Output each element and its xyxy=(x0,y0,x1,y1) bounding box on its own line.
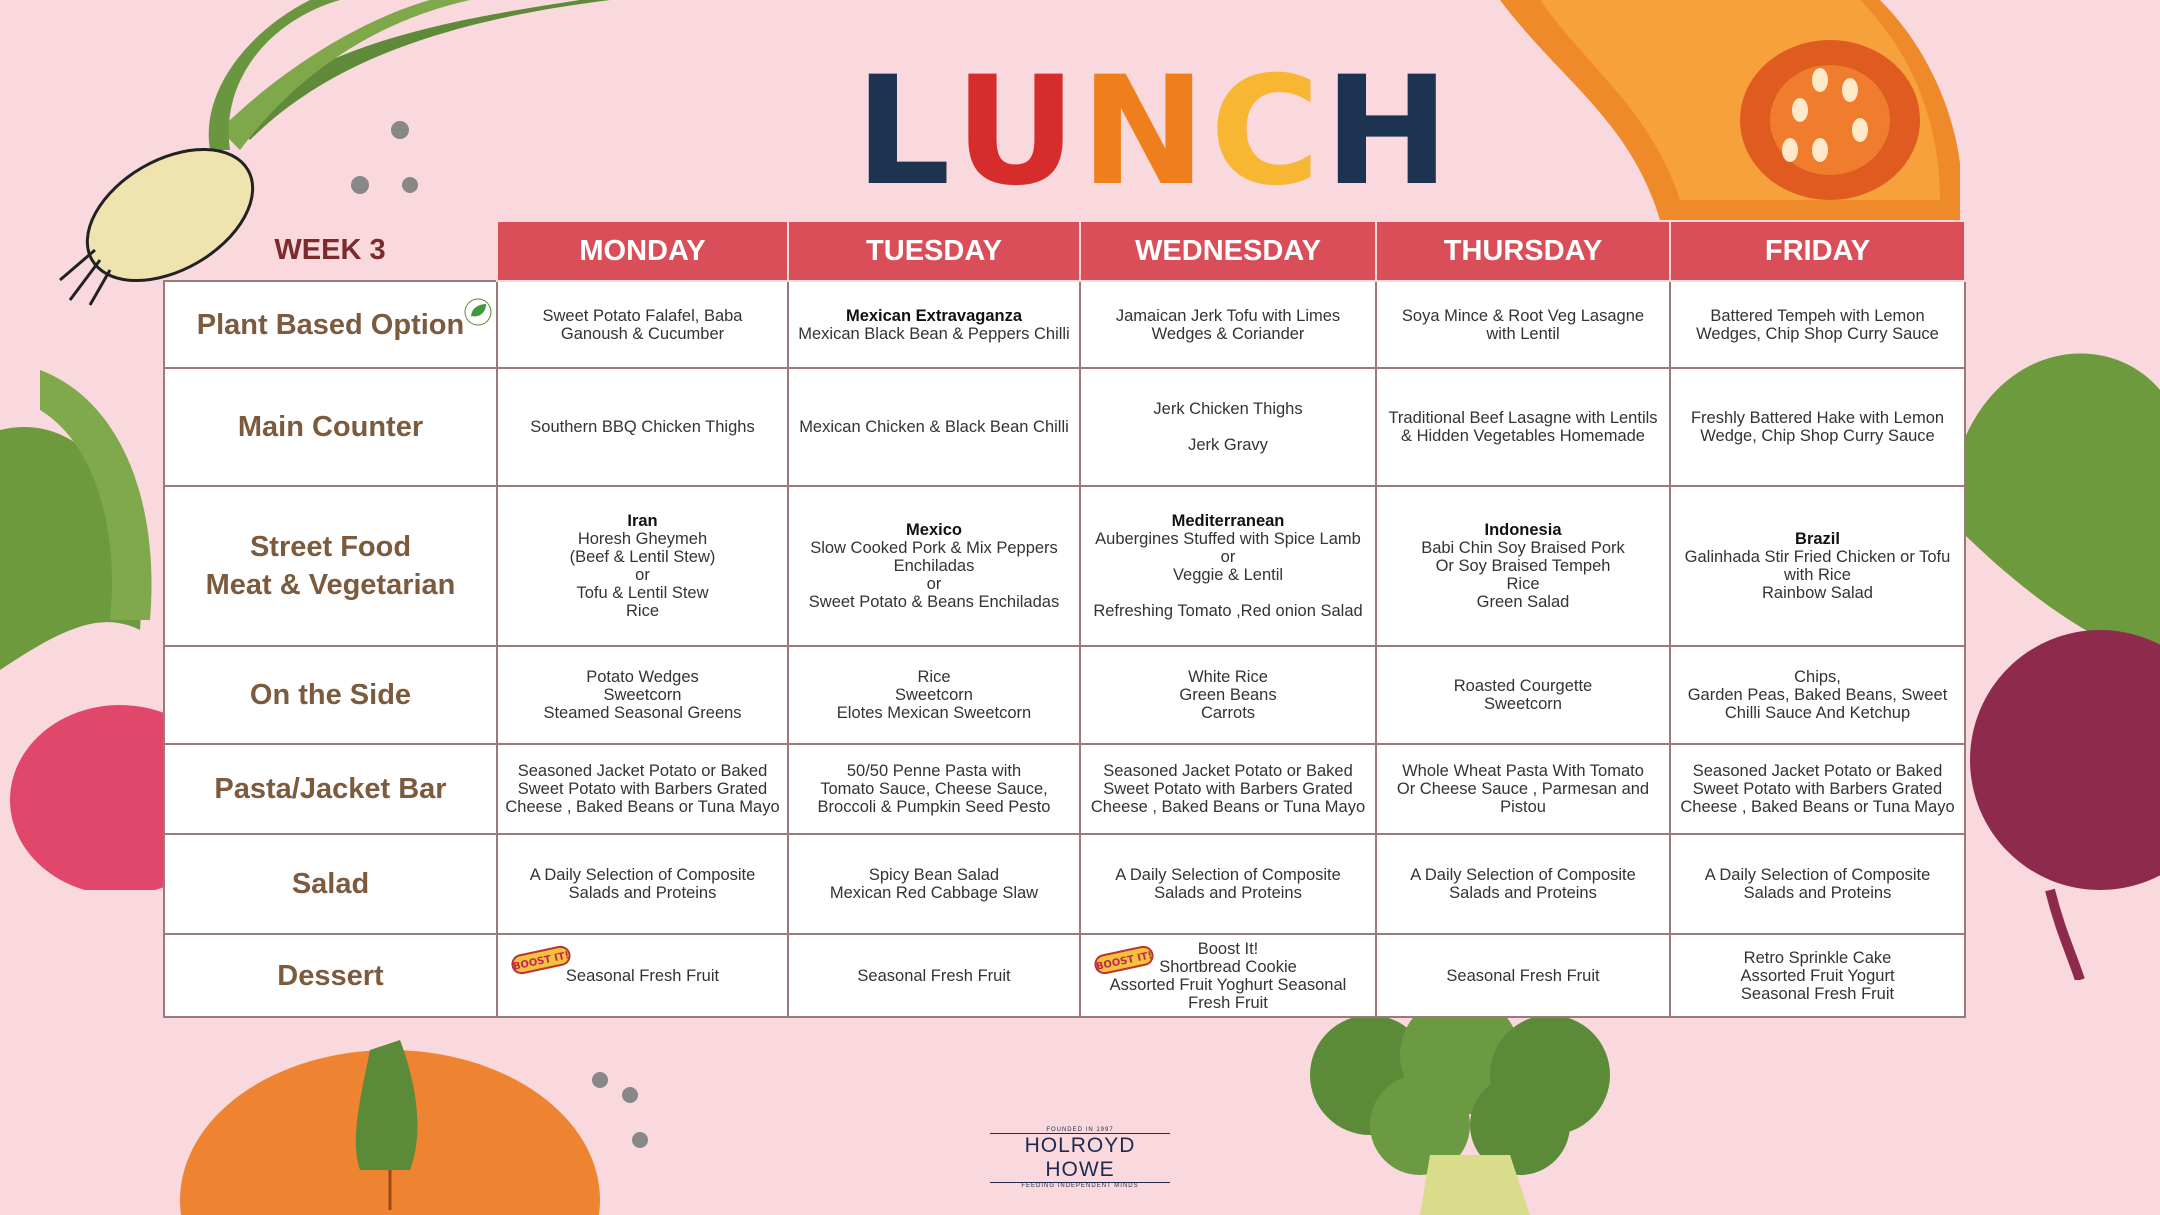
beetroot-illustration xyxy=(1960,330,2160,980)
holroyd-howe-logo xyxy=(990,1127,1170,1189)
menu-cell xyxy=(497,368,788,486)
title-letter: L xyxy=(855,45,955,219)
cell-body: Jerk Chicken Thighs Jerk Gravy xyxy=(1153,400,1303,454)
week-label: WEEK 3 xyxy=(274,234,386,266)
title-letter: N xyxy=(1080,45,1210,219)
menu-cell xyxy=(1080,486,1376,646)
menu-cell xyxy=(1670,281,1965,368)
menu-cell xyxy=(788,486,1080,646)
menu-cell xyxy=(1080,646,1376,744)
menu-cell xyxy=(497,281,788,368)
cell-body: A Daily Selection of Composite Salads and Proteins xyxy=(1115,866,1341,902)
boost-it-badge-icon xyxy=(510,945,572,975)
cell-body: Horesh Gheymeh (Beef & Lentil Stew) or Tofu & Lentil Stew Rice xyxy=(569,530,716,620)
day-header-friday: FRIDAY xyxy=(1670,221,1965,281)
logo-brand: HOLROYD HOWE xyxy=(990,1133,1170,1183)
menu-cell xyxy=(788,834,1080,934)
menu-cell xyxy=(788,744,1080,834)
svg-text:BOOST IT!: BOOST IT! xyxy=(1095,950,1154,973)
header-row xyxy=(164,221,1965,281)
menu-cell xyxy=(1376,646,1670,744)
menu-cell xyxy=(497,834,788,934)
cell-body: Seasonal Fresh Fruit xyxy=(857,966,1011,985)
row-label: Street Food Meat & Vegetarian xyxy=(164,486,497,646)
cell-body: Seasonal Fresh Fruit xyxy=(1446,966,1600,985)
menu-cell xyxy=(1080,934,1376,1017)
lunch-menu-table xyxy=(163,220,1966,1018)
menu-cell xyxy=(1670,744,1965,834)
row-label: Salad xyxy=(164,834,497,934)
cell-body: Mexican Black Bean & Peppers Chilli xyxy=(798,324,1070,343)
title-letter: C xyxy=(1209,45,1325,219)
cell-body: Galinhada Stir Fried Chicken or Tofu with Rice Rainbow Salad xyxy=(1684,548,1951,602)
svg-text:BOOST IT!: BOOST IT! xyxy=(512,950,571,973)
menu-cell xyxy=(1670,486,1965,646)
menu-cell xyxy=(1670,934,1965,1017)
menu-row-plant-based-option xyxy=(164,281,1965,368)
broccoli-illustration xyxy=(1290,1015,1670,1215)
plant-based-leaf-icon xyxy=(464,298,492,326)
cell-body: Retro Sprinkle Cake Assorted Fruit Yogurt Seasonal Fresh Fruit xyxy=(1740,948,1895,1003)
cell-title: Mexico xyxy=(906,521,962,539)
cell-title: Indonesia xyxy=(1484,521,1562,539)
menu-row-pasta-jacket-bar xyxy=(164,744,1965,834)
cell-body: White Rice Green Beans Carrots xyxy=(1179,668,1277,722)
cell-body: Roasted Courgette Sweetcorn xyxy=(1453,677,1593,713)
menu-cell xyxy=(1670,646,1965,744)
cell-title: Brazil xyxy=(1795,530,1840,548)
cell-body: Southern BBQ Chicken Thighs xyxy=(530,418,755,436)
day-header-tuesday: TUESDAY xyxy=(788,221,1080,281)
cell-body: Aubergines Stuffed with Spice Lamb or Veggie & Lentil Refreshing Tomato ,Red onion Salad xyxy=(1093,530,1363,620)
day-header-wednesday: WEDNESDAY xyxy=(1080,221,1376,281)
menu-row-dessert xyxy=(164,934,1965,1017)
cell-body: Spicy Bean Salad Mexican Red Cabbage Slaw xyxy=(829,866,1039,902)
day-header-thursday: THURSDAY xyxy=(1376,221,1670,281)
menu-cell xyxy=(1376,281,1670,368)
squash-illustration xyxy=(1500,0,1960,220)
menu-cell xyxy=(788,281,1080,368)
boost-it-badge-icon xyxy=(1093,945,1155,975)
menu-cell xyxy=(1670,834,1965,934)
cell-body: Chips, Garden Peas, Baked Beans, Sweet Chilli Sauce And Ketchup xyxy=(1687,668,1948,722)
cell-body: Battered Tempeh with Lemon Wedges, Chip Shop Curry Sauce xyxy=(1696,306,1939,343)
menu-cell xyxy=(497,646,788,744)
menu-cell xyxy=(1376,486,1670,646)
cell-body: Seasoned Jacket Potato or Baked Sweet Potato with Barbers Grated Cheese , Baked Beans or Tuna Mayo xyxy=(1090,762,1366,816)
cell-body: A Daily Selection of Composite Salads and Proteins xyxy=(1410,866,1636,902)
cell-body: Seasoned Jacket Potato or Baked Sweet Potato with Barbers Grated Cheese , Baked Beans or Tuna Mayo xyxy=(505,762,780,816)
cell-body: Soya Mince & Root Veg Lasagne with Lentil xyxy=(1401,306,1645,343)
row-label: Plant Based Option xyxy=(164,281,497,368)
cell-body: Traditional Beef Lasagne with Lentils & Hidden Vegetables Homemade xyxy=(1388,409,1658,445)
logo-founded: FOUNDED IN 1997 xyxy=(1046,1127,1114,1133)
menu-cell xyxy=(497,934,788,1017)
menu-row-salad xyxy=(164,834,1965,934)
menu-row-on-the-side xyxy=(164,646,1965,744)
pumpkin-illustration xyxy=(160,1020,660,1215)
cell-body: Freshly Battered Hake with Lemon Wedge, Chip Shop Curry Sauce xyxy=(1690,409,1945,445)
cell-body: 50/50 Penne Pasta with Tomato Sauce, Cheese Sauce, Broccoli & Pumpkin Seed Pesto xyxy=(817,762,1051,816)
cell-body: Jamaican Jerk Tofu with Limes Wedges & Coriander xyxy=(1115,306,1341,343)
menu-cell xyxy=(1080,744,1376,834)
row-label: Pasta/Jacket Bar xyxy=(164,744,497,834)
cell-body: Boost It! Shortbread Cookie Assorted Fruit Yoghurt Seasonal Fresh Fruit xyxy=(1109,939,1347,1012)
menu-cell xyxy=(1670,368,1965,486)
menu-cell xyxy=(497,744,788,834)
row-label: Dessert xyxy=(164,934,497,1017)
menu-cell xyxy=(1376,934,1670,1017)
menu-cell xyxy=(1080,281,1376,368)
menu-cell xyxy=(1376,368,1670,486)
cell-title: Mediterranean xyxy=(1171,512,1285,530)
cell-body: A Daily Selection of Composite Salads and Proteins xyxy=(529,866,756,902)
title-letter: H xyxy=(1324,45,1454,219)
cell-body: Slow Cooked Pork & Mix Peppers Enchiladas or Sweet Potato & Beans Enchiladas xyxy=(808,539,1060,611)
menu-cell xyxy=(1080,368,1376,486)
menu-cell xyxy=(497,486,788,646)
menu-cell xyxy=(788,368,1080,486)
cell-body: Rice Sweetcorn Elotes Mexican Sweetcorn xyxy=(836,668,1032,722)
row-label: On the Side xyxy=(164,646,497,744)
cell-body: Sweet Potato Falafel, Baba Ganoush & Cucumber xyxy=(542,306,743,343)
menu-cell xyxy=(1080,834,1376,934)
menu-row-street-food-meat-vegetarian xyxy=(164,486,1965,646)
title-letter: U xyxy=(954,45,1081,219)
cell-body: Whole Wheat Pasta With Tomato Or Cheese Sauce , Parmesan and Pistou xyxy=(1396,762,1650,816)
menu-cell xyxy=(1376,834,1670,934)
cell-body: Babi Chin Soy Braised Pork Or Soy Braised Tempeh Rice Green Salad xyxy=(1421,539,1625,611)
logo-tagline: FEEDING INDEPENDENT MINDS xyxy=(1021,1183,1139,1189)
menu-cell xyxy=(788,934,1080,1017)
row-label: Main Counter xyxy=(164,368,497,486)
cell-title: Iran xyxy=(627,512,658,530)
cell-body: Seasonal Fresh Fruit xyxy=(565,966,720,985)
cell-body: Potato Wedges Sweetcorn Steamed Seasonal Greens xyxy=(543,668,742,722)
cell-title: Mexican Extravaganza xyxy=(845,306,1023,325)
menu-row-main-counter xyxy=(164,368,1965,486)
menu-cell xyxy=(788,646,1080,744)
cell-body: Mexican Chicken & Black Bean Chilli xyxy=(799,418,1069,436)
lunch-title xyxy=(855,45,1454,219)
cell-body: Seasoned Jacket Potato or Baked Sweet Potato with Barbers Grated Cheese , Baked Beans or Tuna Mayo xyxy=(1680,762,1955,816)
menu-cell xyxy=(1376,744,1670,834)
cell-body: A Daily Selection of Composite Salads and Proteins xyxy=(1704,866,1931,902)
day-header-monday: MONDAY xyxy=(497,221,788,281)
